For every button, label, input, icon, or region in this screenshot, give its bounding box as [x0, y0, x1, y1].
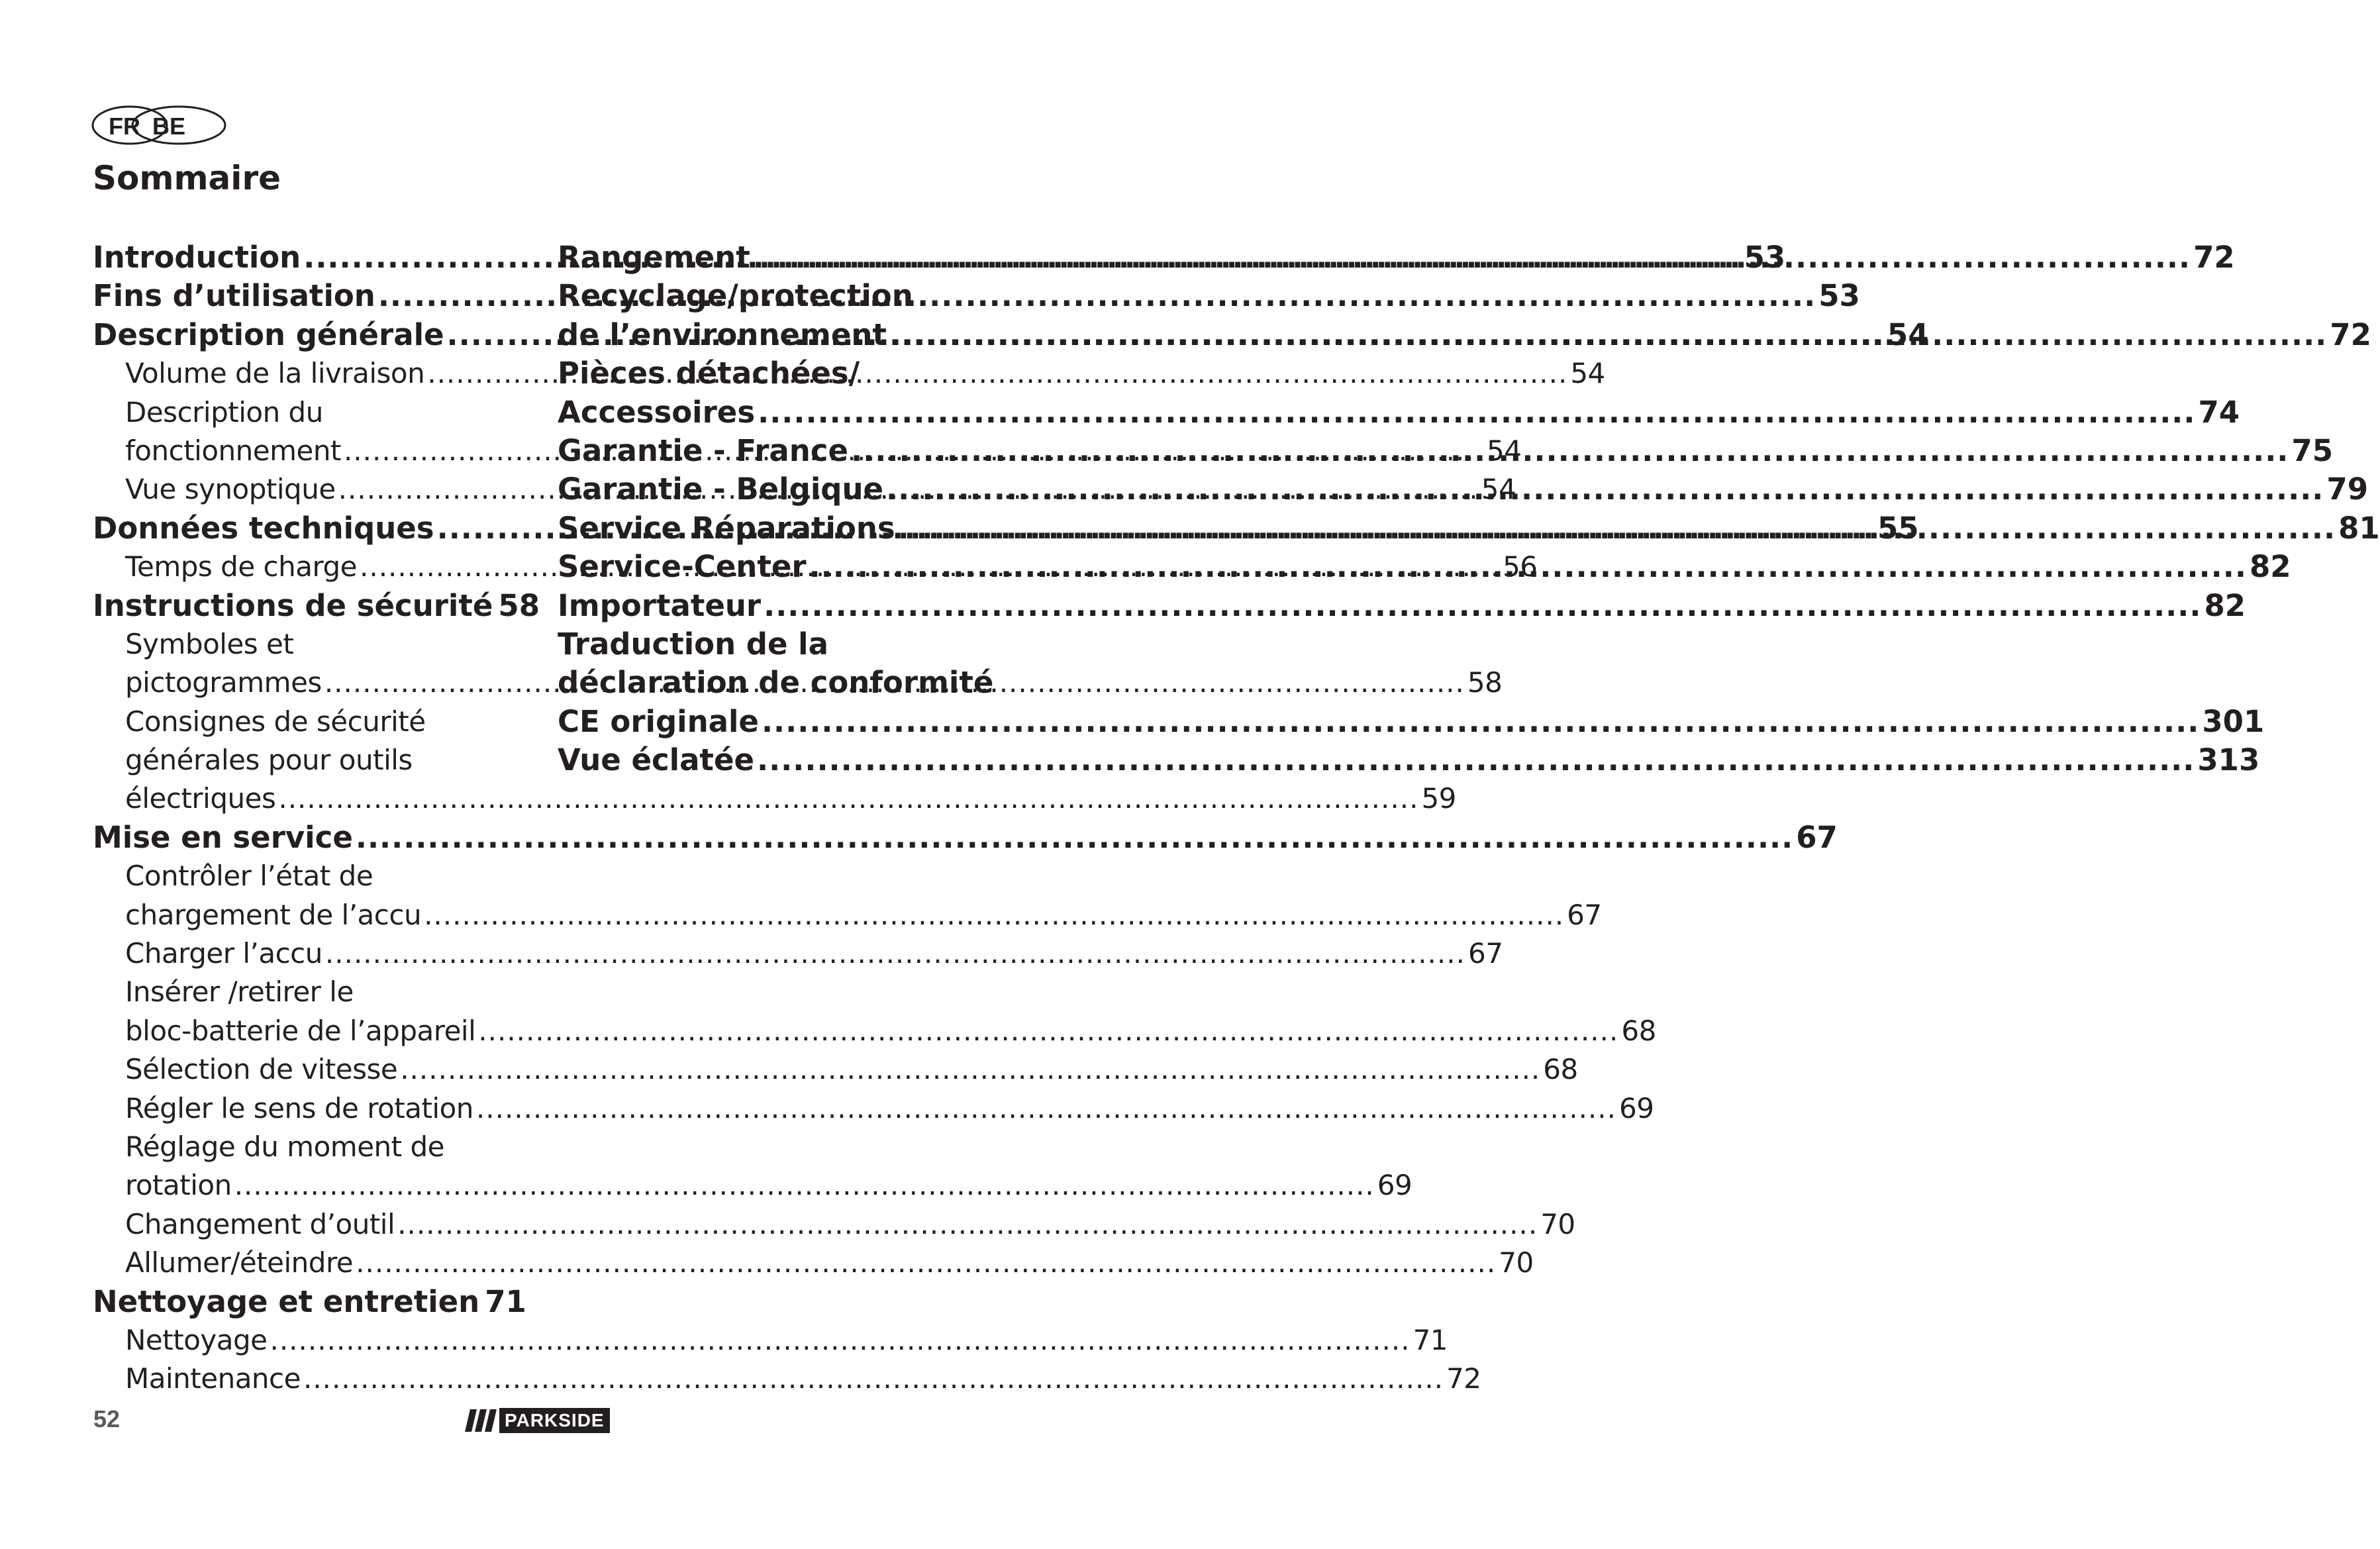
toc-entry-page: 70	[1499, 1246, 1534, 1279]
toc-entry-label: Importateur	[558, 587, 762, 623]
toc-entry[interactable]	[93, 819, 1838, 857]
toc-entry-page: 71	[485, 1283, 526, 1319]
toc-entry-label: Garantie - Belgique	[558, 472, 884, 507]
dot-leader	[753, 238, 2191, 277]
dot-leader	[898, 509, 2336, 548]
language-be: BE	[152, 113, 186, 140]
toc-entry-page: 67	[1796, 819, 1838, 855]
toc-entry-page: 71	[1413, 1323, 1448, 1356]
toc-line: Insérer /retirer le	[125, 975, 354, 1009]
toc-entry-label: CE originale	[558, 703, 759, 739]
toc-entry-label: chargement de l’accu	[125, 898, 422, 931]
toc-entry[interactable]	[558, 703, 2265, 741]
toc-entry[interactable]	[93, 1050, 1578, 1089]
toc-entry-label: fonctionnement	[125, 434, 341, 467]
toc-entry-label: Sélection de vitesse	[125, 1053, 398, 1086]
toc-entry-page: 81	[2338, 510, 2380, 546]
toc-entry-page: 67	[1467, 937, 1503, 970]
toc-entry-page: 70	[1540, 1207, 1575, 1240]
toc-line: Contrôler l’état de	[125, 860, 373, 893]
dot-leader	[270, 1321, 1410, 1360]
toc-entry[interactable]	[93, 934, 1503, 973]
toc-entry-page: 72	[2330, 317, 2371, 352]
toc-entry-label: Fins d’utilisation	[93, 278, 375, 314]
toc-entry[interactable]	[93, 1244, 1534, 1282]
toc-entry[interactable]	[93, 1283, 526, 1321]
toc-entry-page: 79	[2326, 472, 2369, 507]
toc-entry-page: 56	[1503, 550, 1538, 583]
toc-entry-label: Accessoires	[558, 394, 756, 430]
toc-entry-label: Rangement	[558, 240, 750, 275]
dot-leader	[325, 934, 1465, 973]
toc-line: Recyclage/protection	[558, 278, 913, 314]
toc-entry[interactable]	[93, 1205, 1575, 1244]
toc-entry-label: Instructions de sécurité	[93, 587, 493, 623]
toc-line: Description du	[125, 395, 323, 428]
toc-entry-page: 59	[1421, 782, 1456, 815]
toc-line: Traduction de la	[558, 626, 828, 662]
toc-entry[interactable]	[558, 741, 2260, 779]
toc-entry-label: pictogrammes	[125, 666, 322, 699]
toc-entry-label: Volume de la livraison	[125, 357, 425, 390]
dot-leader	[764, 587, 2201, 625]
dot-leader	[889, 316, 2327, 354]
toc-entry-label: Garantie - France	[558, 432, 849, 468]
toc-entry[interactable]	[93, 587, 540, 625]
toc-entry-page: 82	[2249, 549, 2291, 585]
page-title: Sommaire	[93, 159, 281, 197]
toc-line: générales pour outils	[125, 744, 413, 777]
slashes-icon	[464, 1408, 499, 1433]
toc-entry-page: 54	[1887, 317, 1929, 352]
toc-entry-label: électriques	[125, 782, 276, 815]
toc-entry-label: Données techniques	[93, 510, 434, 546]
dot-leader	[809, 548, 2247, 586]
toc-entry-label: Nettoyage	[125, 1323, 268, 1356]
dot-leader	[356, 1244, 1496, 1282]
dot-leader	[851, 432, 2289, 470]
dot-leader	[886, 470, 2324, 509]
toc-entry-page: 67	[1567, 898, 1602, 931]
toc-entry[interactable]	[93, 779, 1456, 818]
toc-entry-page: 313	[2197, 742, 2260, 778]
toc-entry-page: 301	[2202, 703, 2265, 739]
page-number: 52	[93, 1405, 121, 1432]
toc-entry-page: 55	[1877, 510, 1919, 546]
toc-entry-page: 53	[1818, 278, 1860, 314]
toc-entry[interactable]	[558, 393, 2240, 432]
brand-logo	[464, 1408, 611, 1433]
toc-entry-label: Régler le sens de rotation	[125, 1091, 473, 1124]
toc-entry-label: rotation	[125, 1169, 232, 1202]
brand-name: PARKSIDE	[499, 1408, 610, 1433]
toc-entry-label: Description générale	[93, 317, 444, 352]
toc-entry-label: Mise en service	[93, 819, 353, 855]
toc-entry-page: 68	[1543, 1053, 1578, 1086]
toc-entry-label: Service-Center	[558, 549, 807, 585]
toc-entry[interactable]	[93, 896, 1602, 934]
toc-entry-label: Temps de charge	[125, 550, 357, 583]
dot-leader	[278, 779, 1418, 818]
language-fr: FR	[109, 113, 140, 140]
toc-entry-page: 75	[2291, 432, 2334, 468]
toc-entry-label: Allumer/éteindre	[125, 1246, 354, 1279]
dot-leader	[397, 1205, 1538, 1244]
toc-entry[interactable]	[93, 1321, 1448, 1360]
dot-leader	[762, 703, 2199, 741]
dot-leader	[424, 896, 1564, 934]
toc-entry-page: 72	[2193, 240, 2235, 275]
toc-entry-page: 58	[1467, 666, 1503, 699]
toc-line: déclaration de conformité	[558, 665, 994, 701]
toc-entry-label: Service Réparations	[558, 510, 895, 546]
toc-entry-page: 58	[498, 587, 540, 623]
toc-line: Symboles et	[125, 627, 294, 660]
toc-entry-label: Charger l’accu	[125, 937, 322, 970]
toc-entry-label: Nettoyage et entretien	[93, 1283, 480, 1319]
dot-leader	[303, 1360, 1444, 1398]
toc-line: Réglage du moment de	[125, 1130, 444, 1163]
dot-leader	[758, 393, 2195, 432]
dot-leader	[478, 1012, 1618, 1050]
toc-line: Consignes de sécurité	[125, 705, 426, 738]
toc-entry[interactable]	[93, 1360, 1481, 1398]
toc-line: Pièces détachées/	[558, 356, 860, 391]
toc-entry-label: Introduction	[93, 240, 301, 275]
toc-entry-page: 53	[1744, 240, 1786, 275]
toc-entry-label: Vue éclatée	[558, 742, 754, 778]
toc-entry-page: 69	[1377, 1169, 1413, 1202]
dot-leader	[356, 819, 1793, 857]
toc-entry[interactable]	[93, 1089, 1654, 1128]
dot-leader	[400, 1050, 1540, 1089]
language-badge	[91, 105, 230, 146]
toc-entry-page: 74	[2198, 394, 2240, 430]
dot-leader	[234, 1166, 1375, 1205]
toc-entry[interactable]	[93, 1012, 1656, 1050]
toc-entry-label: de l’environnement	[558, 317, 887, 352]
toc-entry[interactable]	[558, 587, 2246, 625]
toc-entry-label: Vue synoptique	[125, 473, 336, 506]
toc-entry-page: 82	[2204, 587, 2246, 623]
dot-leader	[476, 1089, 1616, 1128]
toc-entry-page: 54	[1570, 357, 1605, 390]
toc-entry[interactable]	[93, 1166, 1413, 1205]
toc-entry-page: 54	[1487, 434, 1522, 467]
dot-leader	[757, 741, 2195, 779]
toc-entry-page: 54	[1481, 473, 1516, 506]
toc-entry-page: 72	[1446, 1362, 1481, 1395]
toc-entry-label: Changement d’outil	[125, 1207, 395, 1240]
toc-entry-label: Maintenance	[125, 1362, 301, 1395]
toc-entry-page: 69	[1618, 1091, 1654, 1124]
toc-entry-page: 68	[1621, 1014, 1656, 1047]
toc-entry-label: bloc-batterie de l’appareil	[125, 1014, 476, 1047]
